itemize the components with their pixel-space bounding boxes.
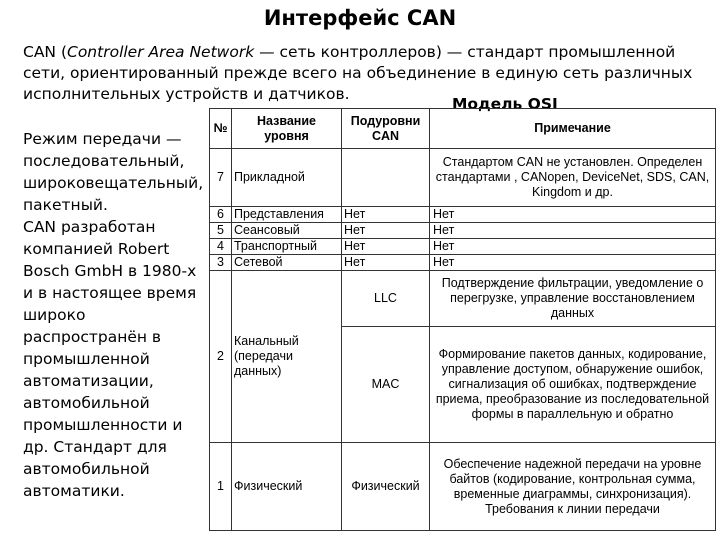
- row-note-llc: Подтверждение фильтрации, уведомление о перегрузке, управление восстановлением данных: [430, 271, 716, 327]
- table-header-row: [210, 109, 716, 149]
- table-row: [210, 207, 716, 223]
- row-note: Обеспечение надежной передачи на уровне байтов (кодирование, контрольная сумма, временные диаграммы, синхронизация). Требования к линии передачи: [430, 443, 716, 531]
- row-num: 5: [210, 223, 232, 239]
- table-row: [210, 443, 716, 531]
- row-num: 6: [210, 207, 232, 223]
- history-text: CAN разработан компанией Robert Bosch GmbH в 1980-х и в настоящее время широко распространён в промышленной автоматизации, автомобильной промышленности и др. Стандарт для автомобильной автоматики.: [23, 218, 197, 500]
- row-sub-mac: MAC: [342, 327, 430, 443]
- header-sublevels: Подуровни CAN: [342, 109, 430, 149]
- header-name: Название уровня: [232, 109, 342, 149]
- osi-table: [209, 108, 716, 531]
- row-sub: Нет: [342, 255, 430, 271]
- row-name: Сетевой: [232, 255, 342, 271]
- intro-text-2: — сеть контроллеров) — стандарт промышленной сети, ориентированный прежде всего на объединение в единую сеть различных исполнительных устройств и датчиков.: [23, 43, 693, 103]
- osi-model-label: Модель OSI: [452, 95, 558, 113]
- table-row: [210, 149, 716, 207]
- row-num: 2: [210, 271, 232, 443]
- row-note: Нет: [430, 255, 716, 271]
- row-sub: [342, 149, 430, 207]
- row-note: Стандартом CAN не установлен. Определен стандартами , CANopen, DeviceNet, SDS, CAN, Kingdom и др.: [430, 149, 716, 207]
- table-row: [210, 223, 716, 239]
- intro-italic: Controller Area Network: [67, 43, 255, 61]
- row-num: 3: [210, 255, 232, 271]
- intro-paragraph: [23, 42, 713, 105]
- table-row: [210, 271, 716, 327]
- row-note-mac: Формирование пакетов данных, кодирование, управление доступом, обнаружение ошибок, сигнализация об ошибках, подтверждение приема, преобразование из последовательной формы в параллельную и обратно: [430, 327, 716, 443]
- row-note: Нет: [430, 207, 716, 223]
- header-note: Примечание: [430, 109, 716, 149]
- row-sub: Нет: [342, 239, 430, 255]
- transmission-mode-text: Режим передачи — последовательный, широковещательный, пакетный.: [23, 130, 204, 214]
- row-num: 4: [210, 239, 232, 255]
- page-title: Интерфейс CAN: [263, 6, 457, 30]
- row-sub-llc: LLC: [342, 271, 430, 327]
- row-sub: Физический: [342, 443, 430, 531]
- row-num: 1: [210, 443, 232, 531]
- row-num: 7: [210, 149, 232, 207]
- row-name: Представления: [232, 207, 342, 223]
- row-name: Физический: [232, 443, 342, 531]
- table-row: [210, 255, 716, 271]
- row-name: Сеансовый: [232, 223, 342, 239]
- row-note: Нет: [430, 223, 716, 239]
- row-name: Канальный (передачи данных): [232, 271, 342, 443]
- row-name: Прикладной: [232, 149, 342, 207]
- intro-text-1: CAN (: [23, 43, 67, 61]
- table-row: [210, 239, 716, 255]
- row-sub: Нет: [342, 223, 430, 239]
- row-sub: Нет: [342, 207, 430, 223]
- left-description: [23, 128, 208, 502]
- row-note: Нет: [430, 239, 716, 255]
- row-name: Транспортный: [232, 239, 342, 255]
- header-num: №: [210, 109, 232, 149]
